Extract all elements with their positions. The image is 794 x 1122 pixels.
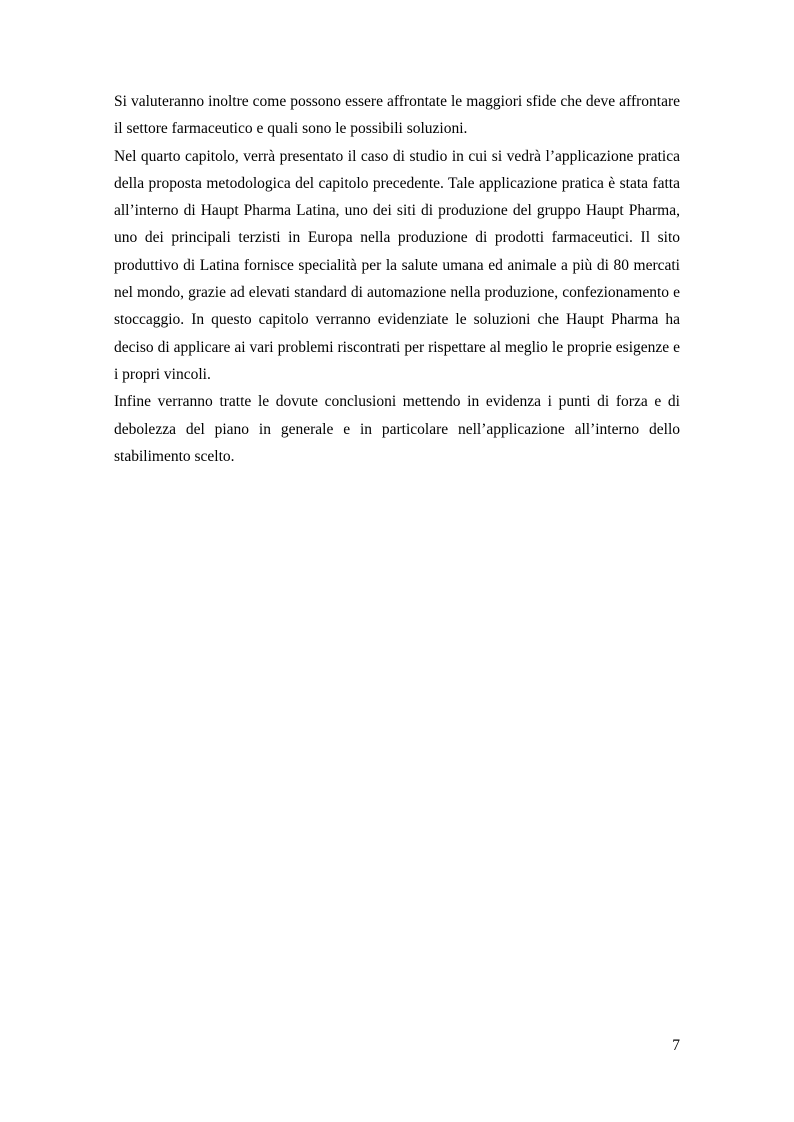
body-text	[114, 88, 680, 470]
paragraph-2: Nel quarto capitolo, verrà presentato il caso di studio in cui si vedrà l’applicazione pratica della proposta metodologica del capitolo precedente. Tale applicazione pratica è stata fatta all’interno di Haupt Pharma Latina, uno dei siti di produzione del gruppo Haupt Pharma, uno dei principali terzisti in Europa nella produzione di prodotti farmaceutici. Il sito produttivo di Latina fornisce specialità per la salute umana ed animale a più di 80 mercati nel mondo, grazie ad elevati standard di automazione nella produzione, confezionamento e stoccaggio. In questo capitolo verranno evidenziate le soluzioni che Haupt Pharma ha deciso di applicare ai vari problemi riscontrati per rispettare al meglio le proprie esigenze e i propri vincoli.	[114, 147, 680, 383]
page-number: 7	[672, 1037, 680, 1054]
paragraph-1: Si valuteranno inoltre come possono essere affrontate le maggiori sfide che deve affrontare il settore farmaceutico e quali sono le possibili soluzioni.	[114, 93, 680, 138]
paragraph-3: Infine verranno tratte le dovute conclusioni mettendo in evidenza i punti di forza e di debolezza del piano in generale e in particolare nell’applicazione all’interno dello stabilimento scelto.	[114, 393, 680, 465]
